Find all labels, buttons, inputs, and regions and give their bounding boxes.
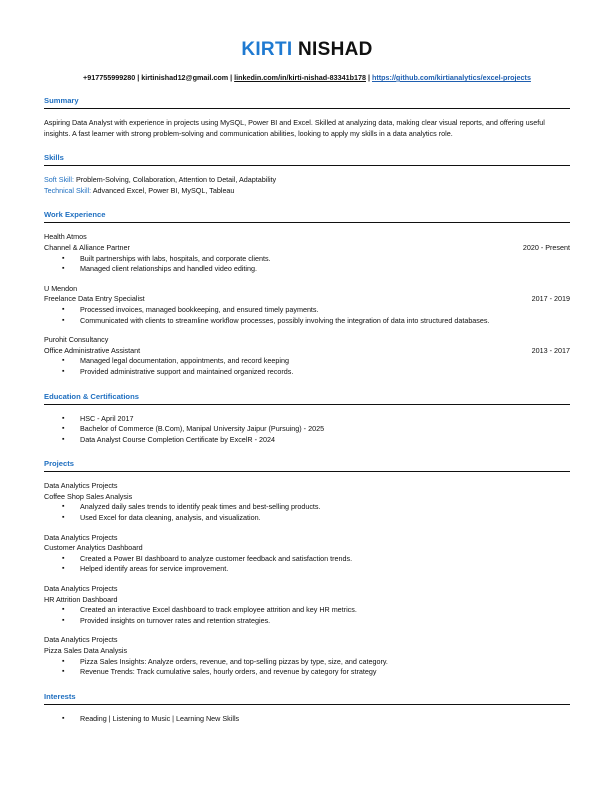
soft-skill-value: Problem-Solving, Collaboration, Attention to Detail, Adaptability — [73, 175, 277, 185]
bullet-item: ▪ Provided insights on turnover rates and retention strategies. — [62, 616, 570, 627]
bullet-item: ▪ Pizza Sales Insights: Analyze orders, revenue, and top-selling pizzas by type, size, and category. — [62, 657, 570, 668]
job-bullets — [44, 254, 570, 275]
bullet-item: ▪ Created a Power BI dashboard to analyze customer feedback and satisfaction trends. — [62, 554, 570, 565]
interest-item: ▪ Reading | Listening to Music | Learning New Skills — [62, 714, 570, 725]
project-category: Data Analytics Projects — [44, 584, 118, 594]
project-category: Data Analytics Projects — [44, 481, 118, 491]
project-bullets — [44, 554, 570, 575]
job-bullets — [44, 305, 570, 326]
job-company: Health Atmos — [44, 232, 87, 242]
section-title-projects: Projects — [44, 459, 570, 472]
interests-list — [44, 714, 570, 725]
bullet-item: ▪ Helped identify areas for service improvement. — [62, 564, 570, 575]
resume-page — [44, 38, 570, 724]
job-role-row — [44, 294, 570, 305]
job-dates: 2020 - Present — [522, 242, 570, 252]
bullet-item: ▪ Processed invoices, managed bookkeeping, and ensured timely payments. — [62, 305, 570, 316]
job-role-row — [44, 243, 570, 254]
project-entry — [44, 481, 570, 523]
education-item: ▪ Data Analyst Course Completion Certificate by ExcelR - 2024 — [62, 435, 570, 446]
project-bullets — [44, 605, 570, 626]
bullet-item: ▪ Built partnerships with labs, hospitals, and corporate clients. — [62, 254, 570, 265]
bullet-item: ▪ Used Excel for data cleaning, analysis, and visualization. — [62, 513, 570, 524]
section-title-summary: Summary — [44, 96, 570, 109]
job-entry — [44, 335, 570, 377]
summary-text: Aspiring Data Analyst with experience in projects using MySQL, Power BI and Excel. Skilled at analyzing data, making clear visual reports, and offering useful insights. A fast learner with strong problem-solving and communication abilities, looking to apply my skills in a data analytics role. — [44, 118, 545, 138]
job-dates: 2013 - 2017 — [531, 345, 570, 355]
separator: | — [135, 73, 142, 82]
soft-skills — [44, 175, 570, 186]
github-link[interactable]: https://github.com/kirtianalytics/excel-projects — [371, 73, 531, 82]
education-item: ▪ HSC - April 2017 — [62, 414, 570, 425]
bullet-item: ▪ Analyzed daily sales trends to identify peak times and best-selling products. — [62, 502, 570, 513]
project-name: Coffee Shop Sales Analysis — [44, 491, 133, 501]
project-entry — [44, 584, 570, 626]
job-bullets — [44, 356, 570, 377]
contact-line — [44, 73, 570, 82]
separator: | — [365, 73, 372, 82]
candidate-name — [44, 38, 570, 62]
job-role: Channel & Alliance Partner — [44, 242, 130, 252]
linkedin-link[interactable]: linkedin.com/in/kirti-nishad-83341b178 — [234, 73, 366, 82]
bullet-item: ▪ Managed client relationships and handled video editing. — [62, 264, 570, 275]
phone: +917755999280 — [83, 73, 136, 82]
bullet-item: ▪ Provided administrative support and maintained organized records. — [62, 367, 570, 378]
job-entry — [44, 284, 570, 326]
job-company: U Mendon — [44, 283, 78, 293]
project-entry — [44, 635, 570, 677]
project-category: Data Analytics Projects — [44, 635, 118, 645]
project-name: Pizza Sales Data Analysis — [44, 646, 128, 655]
bullet-item: ▪ Communicated with clients to streamline workflow processes, possibly involving the integration of data into structured databases. — [62, 316, 570, 327]
section-title-interests: Interests — [44, 692, 570, 705]
education-list — [44, 414, 570, 446]
technical-skills — [44, 186, 570, 197]
project-bullets — [44, 502, 570, 523]
section-title-skills: Skills — [44, 153, 570, 166]
project-name: Customer Analytics Dashboard — [44, 543, 143, 553]
project-entry — [44, 533, 570, 575]
section-title-experience: Work Experience — [44, 210, 570, 223]
project-bullets — [44, 657, 570, 678]
job-role: Freelance Data Entry Specialist — [44, 294, 145, 304]
bullet-item: ▪ Created an interactive Excel dashboard to track employee attrition and key HR metrics. — [62, 605, 570, 616]
project-category: Data Analytics Projects — [44, 532, 118, 542]
first-name: KIRTI — [241, 39, 293, 60]
technical-skill-value: Advanced Excel, Power BI, MySQL, Tableau — [91, 185, 235, 195]
education-item: ▪ Bachelor of Commerce (B.Com), Manipal University Jaipur (Pursuing) - 2025 — [62, 424, 570, 435]
job-entry — [44, 232, 570, 274]
technical-skill-label: Technical Skill: — [44, 185, 92, 195]
job-dates: 2017 - 2019 — [531, 294, 570, 304]
job-company: Purohit Consultancy — [44, 335, 109, 345]
soft-skill-label: Soft Skill: — [44, 175, 74, 185]
separator: | — [228, 73, 235, 82]
last-name: NISHAD — [298, 39, 373, 60]
job-role-row — [44, 346, 570, 357]
skills-block — [44, 175, 570, 196]
project-name: HR Attrition Dashboard — [44, 594, 118, 604]
bullet-item: ▪ Revenue Trends: Track cumulative sales, hourly orders, and revenue by category for strategy — [62, 667, 570, 678]
section-title-education: Education & Certifications — [44, 392, 570, 405]
job-role: Office Administrative Assistant — [44, 345, 141, 355]
bullet-item: ▪ Managed legal documentation, appointments, and record keeping — [62, 356, 570, 367]
email: kirtinishad12@gmail.com — [141, 73, 229, 82]
